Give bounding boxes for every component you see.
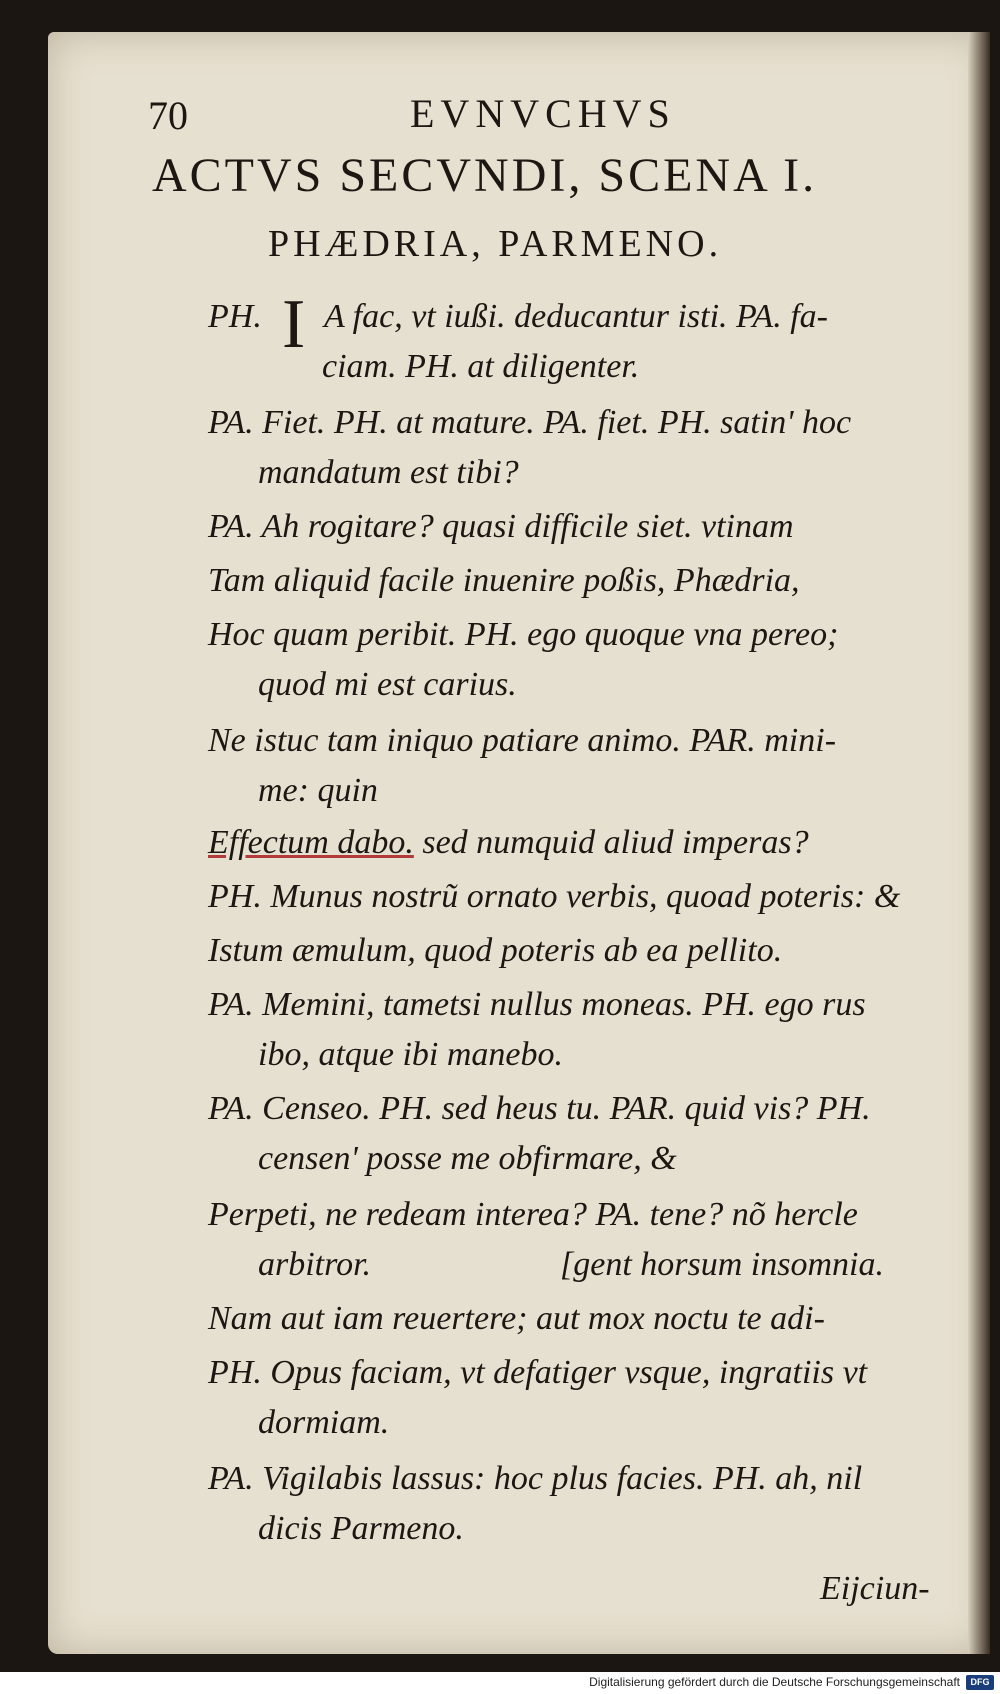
verse-line: A fac, vt iußi. deducantur isti. PA. fa- xyxy=(324,298,828,335)
verse-line: Hoc quam peribit. PH. ego quoque vna pereo; xyxy=(208,616,839,653)
verse-line: ibo, atque ibi manebo. xyxy=(258,1036,564,1073)
running-head: EVNVCHVS xyxy=(410,91,676,136)
verse-line: arbitror. xyxy=(258,1246,372,1283)
verse-line-rest: sed numquid aliud imperas? xyxy=(413,824,809,861)
verse-line xyxy=(208,824,809,862)
verse-line: mandatum est tibi? xyxy=(258,454,519,491)
verse-line-prefix: PH. xyxy=(208,298,262,335)
scene-title: ACTVS SECVNDI, SCENA I. xyxy=(152,149,818,202)
verse-line: Tam aliquid facile inuenire poßis, Phædria, xyxy=(208,562,800,599)
verse-line: PH. Munus nostrũ ornato verbis, quoad poteris: & xyxy=(208,878,901,915)
catchword: Eijciun- xyxy=(820,1570,930,1607)
verse-line: me: quin xyxy=(258,772,378,809)
character-list: PHÆDRIA, PARMENO. xyxy=(268,223,723,265)
footer-bar xyxy=(0,1672,1000,1694)
verse-line: Istum æmulum, quod poteris ab ea pellito. xyxy=(208,932,783,969)
funding-credit: Digitalisierung gefördert durch die Deutsche Forschungsgemeinschaft xyxy=(589,1675,960,1689)
verse-line: quod mi est carius. xyxy=(258,666,517,703)
dfg-logo-icon: DFG xyxy=(966,1675,994,1690)
page-spine-shadow xyxy=(968,32,990,1654)
verse-line: Perpeti, ne redeam interea? PA. tene? nõ hercle xyxy=(208,1196,858,1233)
verse-line: ciam. PH. at diligenter. xyxy=(322,348,640,385)
verse-line: dormiam. xyxy=(258,1404,390,1441)
verse-line: PA. Censeo. PH. sed heus tu. PAR. quid vis? PH. xyxy=(208,1090,871,1127)
verse-line: dicis Parmeno. xyxy=(258,1510,464,1547)
verse-line: PH. Opus faciam, vt defatiger vsque, ingratiis vt xyxy=(208,1354,868,1391)
verse-line: PA. Fiet. PH. at mature. PA. fiet. PH. satin' hoc xyxy=(208,404,852,441)
drop-capital: I xyxy=(282,286,306,363)
turnover-bracket: [gent horsum insomnia. xyxy=(560,1246,884,1283)
verse-line: PA. Vigilabis lassus: hoc plus facies. PH. ah, nil xyxy=(208,1460,863,1497)
verse-line: Ne istuc tam iniquo patiare animo. PAR. mini- xyxy=(208,722,837,759)
verse-line: Nam aut iam reuertere; aut mox noctu te adi- xyxy=(208,1300,825,1337)
verse-line: PA. Ah rogitare? quasi difficile siet. vtinam xyxy=(208,508,794,545)
verse-line: censen' posse me obfirmare, & xyxy=(258,1140,677,1177)
underlined-phrase: Effectum dabo. xyxy=(208,824,414,861)
page-number: 70 xyxy=(148,93,188,138)
verse-line: PA. Memini, tametsi nullus moneas. PH. ego rus xyxy=(208,986,866,1023)
